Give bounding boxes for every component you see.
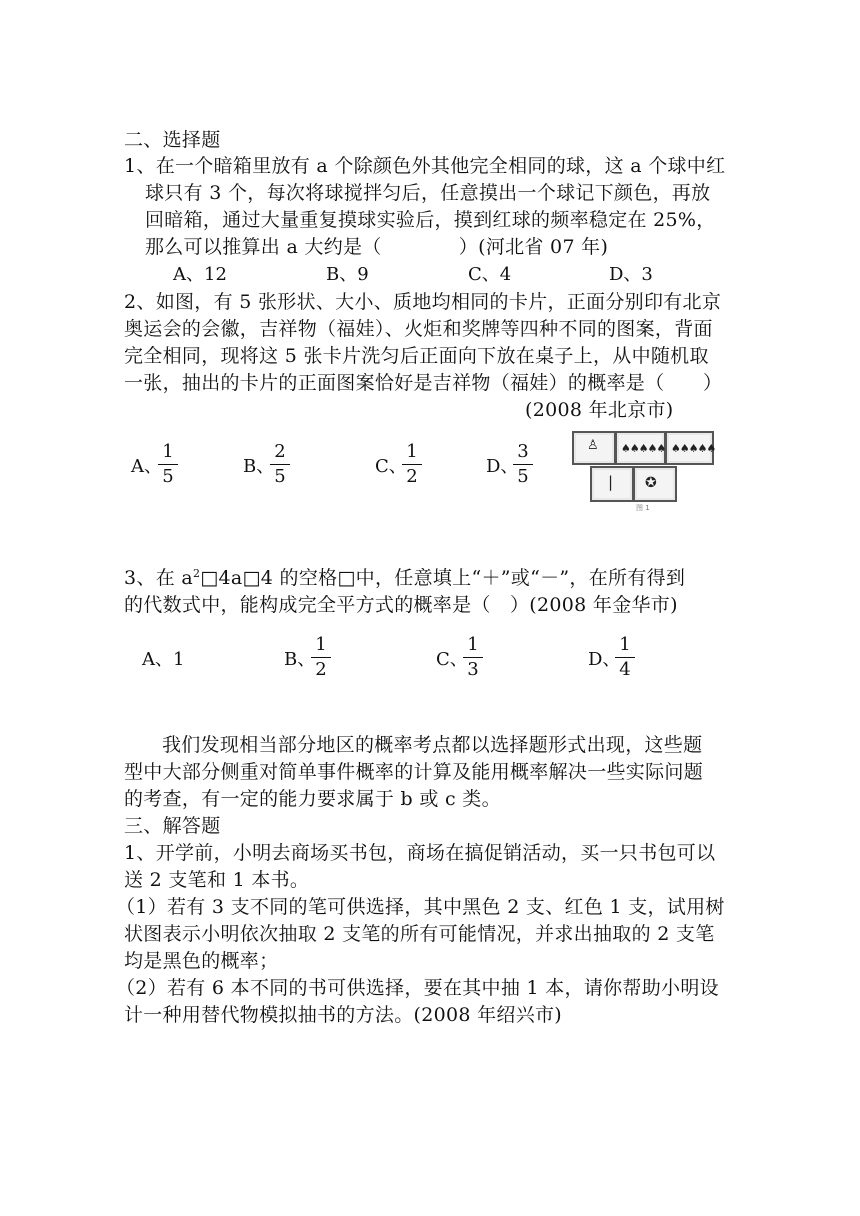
q1-option-a: A、12 [173,264,227,285]
q3-line-1 [124,566,685,590]
fraction-denominator: 4 [619,659,631,680]
q2-line-2: 奥运会的会徽，吉祥物（福娃）、火炬和奖牌等四种不同的图案，背面 [124,318,713,340]
summary-line-2: 型中大部分侧重对简单事件概率的计算及能用概率解决一些实际问题 [124,761,704,783]
q2-option-c-fraction [402,442,422,487]
q3-exponent: 2 [192,567,201,580]
q3-option-c-fraction [463,635,483,680]
q2-option-d-label: D、 [486,456,519,477]
q2-option-d-fraction [513,442,533,487]
fraction-numerator: 3 [517,441,529,462]
fraction-numerator: 2 [274,441,286,462]
fraction-numerator: 1 [406,441,418,462]
q2-line-4: 一张，抽出的卡片的正面图案恰好是吉祥物（福娃）的概率是（ ） [124,372,723,394]
q2-option-c-label: C、 [375,456,407,477]
fraction-denominator: 5 [274,466,286,487]
q1-line-2: 球只有 3 个，每次将球搅拌匀后，任意摸出一个球记下颜色，再放 [145,182,711,204]
s3-q1-line-2: 送 2 支笔和 1 本书。 [124,869,310,891]
fraction-denominator: 2 [315,659,327,680]
torch-icon: | [608,473,614,491]
medal-icon: ✪ [645,475,657,491]
summary-line-1: 我们发现相当部分地区的概率考点都以选择题形式出现，这些题 [162,734,703,756]
q1-line-4: 那么可以推算出 a 大约是（ ）(河北省 07 年) [145,236,609,258]
s3-q1-line-5: 均是黑色的概率； [124,950,279,972]
mascot-icon: ♠♠♠♠♠ [621,442,666,455]
q3-option-b-label: B、 [284,649,316,670]
s3-q1-line-1: 1、开学前，小明去商场买书包，商场在搞促销活动，买一只书包可以 [124,842,716,864]
q2-option-a-label: A、 [131,456,162,477]
fraction-denominator: 5 [162,466,174,487]
section-heading-answer: 三、解答题 [124,815,221,837]
q1-line-1: 1、在一个暗箱里放有 a 个除颜色外其他完全相同的球，这 a 个球中红 [124,155,726,177]
fraction-denominator: 5 [517,466,529,487]
q2-line-1: 2、如图，有 5 张形状、大小、质地均相同的卡片，正面分别印有北京 [124,291,722,313]
card-torch [590,466,634,502]
q1-option-d: D、3 [609,264,653,285]
emblem-icon: ♙ [587,438,599,453]
q2-option-a-fraction [158,442,178,487]
q1-option-c: C、4 [468,264,512,285]
fraction-numerator: 1 [619,634,631,655]
q2-option-b-fraction [270,442,290,487]
fraction-numerator: 1 [162,441,174,462]
s3-q1-line-7: 计一种用替代物模拟抽书的方法。(2008 年绍兴市) [124,1004,563,1026]
q3-line-1-a: 3、在 a [124,567,193,589]
card-mascots-2 [665,431,714,465]
s3-q1-line-3: （1）若有 3 支不同的笔可供选择，其中黑色 2 支、红色 1 支，试用树 [116,896,725,918]
section-heading-choice: 二、选择题 [124,129,221,151]
s3-q1-line-4: 状图表示小明依次抽取 2 支笔的所有可能情况，并求出抽取的 2 支笔 [124,923,715,945]
card-medal [633,466,677,502]
card-mascots [615,431,666,465]
card-emblem [572,431,616,465]
q3-line-2: 的代数式中，能构成完全平方式的概率是（ ）(2008 年金华市) [124,594,678,616]
s3-q1-line-6: （2）若有 6 本不同的书可供选择，要在其中抽 1 本，请你帮助小明设 [116,977,719,999]
summary-line-3: 的考查，有一定的能力要求属于 b 或 c 类。 [124,788,501,810]
q1-option-b: B、9 [326,264,369,285]
q3-option-c-label: C、 [436,649,468,670]
mascot-icon: ♠♠♠♠♠ [671,442,716,455]
q3-line-1-b: □4a□4 的空格□中，任意填上“＋”或“－”，在所有得到 [200,567,686,589]
fraction-denominator: 2 [406,466,418,487]
q1-line-3: 回暗箱，通过大量重复摸球实验后，摸到红球的频率稳定在 25%， [145,209,716,231]
q2-source: (2008 年北京市) [525,399,674,421]
q3-option-b-fraction [311,635,331,680]
fraction-numerator: 1 [467,634,479,655]
q3-option-d-fraction [615,635,635,680]
q3-option-d-label: D、 [588,649,621,670]
fraction-denominator: 3 [467,659,479,680]
q2-option-b-label: B、 [243,456,275,477]
figure-caption: 图 1 [636,504,650,512]
fraction-numerator: 1 [315,634,327,655]
q2-line-3: 完全相同，现将这 5 张卡片洗匀后正面向下放在桌子上，从中随机取 [124,345,709,367]
q3-option-a: A、1 [142,649,185,670]
